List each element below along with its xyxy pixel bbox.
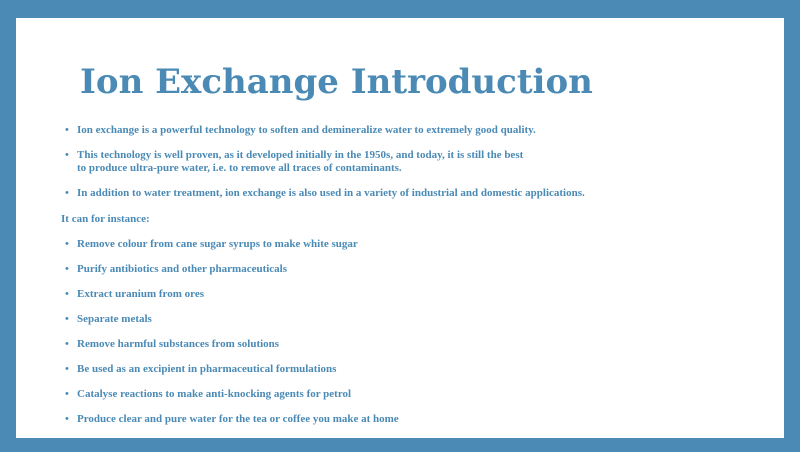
bullet-text: Remove colour from cane sugar syrups to make white sugar	[77, 238, 358, 250]
bullet-text: Produce clear and pure water for the tea or coffee you make at home	[77, 413, 399, 425]
list-item	[61, 313, 761, 326]
list-item	[61, 338, 761, 351]
slide	[16, 18, 784, 438]
list-item	[61, 263, 761, 276]
bullet-text: Remove harmful substances from solutions	[77, 338, 280, 350]
bullet-icon: •	[65, 413, 69, 425]
intro-bullet-list	[61, 124, 761, 200]
bullet-icon: •	[65, 149, 69, 161]
applications-list	[61, 238, 761, 426]
bullet-text: Catalyse reactions to make anti-knocking agents for petrol	[77, 388, 352, 400]
bullet-text: Extract uranium from ores	[77, 288, 204, 300]
bullet-icon: •	[65, 363, 69, 375]
bullet-icon: •	[65, 124, 69, 136]
list-item	[61, 413, 761, 426]
bullet-text: In addition to water treatment, ion exchange is also used in a variety of industrial and domestic applications.	[77, 187, 585, 199]
list-item	[61, 149, 761, 175]
list-item	[61, 238, 761, 251]
bullet-text: Be used as an excipient in pharmaceutical formulations	[77, 363, 337, 375]
bullet-text: Ion exchange is a powerful technology to soften and demineralize water to extremely good quality.	[77, 124, 536, 136]
list-item	[61, 187, 761, 200]
list-item	[61, 388, 761, 401]
bullet-text: Purify antibiotics and other pharmaceuticals	[77, 263, 288, 275]
lead-text: It can for instance:	[61, 213, 150, 225]
bullet-icon: •	[65, 313, 69, 325]
slide-title: Ion Exchange Introduction	[80, 62, 593, 102]
bullet-icon: •	[65, 338, 69, 350]
bullet-icon: •	[65, 288, 69, 300]
slide-body	[61, 124, 761, 426]
bullet-text: This technology is well proven, as it developed initially in the 1950s, and today, it is still the best	[77, 149, 524, 161]
list-item	[61, 363, 761, 376]
bullet-icon: •	[65, 238, 69, 250]
bullet-icon: •	[65, 388, 69, 400]
list-item	[61, 124, 761, 137]
bullet-text-continuation: to produce ultra-pure water, i.e. to remove all traces of contaminants.	[77, 162, 402, 174]
list-item	[61, 288, 761, 301]
bullet-icon: •	[65, 187, 69, 199]
bullet-text: Separate metals	[77, 313, 152, 325]
bullet-icon: •	[65, 263, 69, 275]
intro-section	[61, 124, 761, 200]
